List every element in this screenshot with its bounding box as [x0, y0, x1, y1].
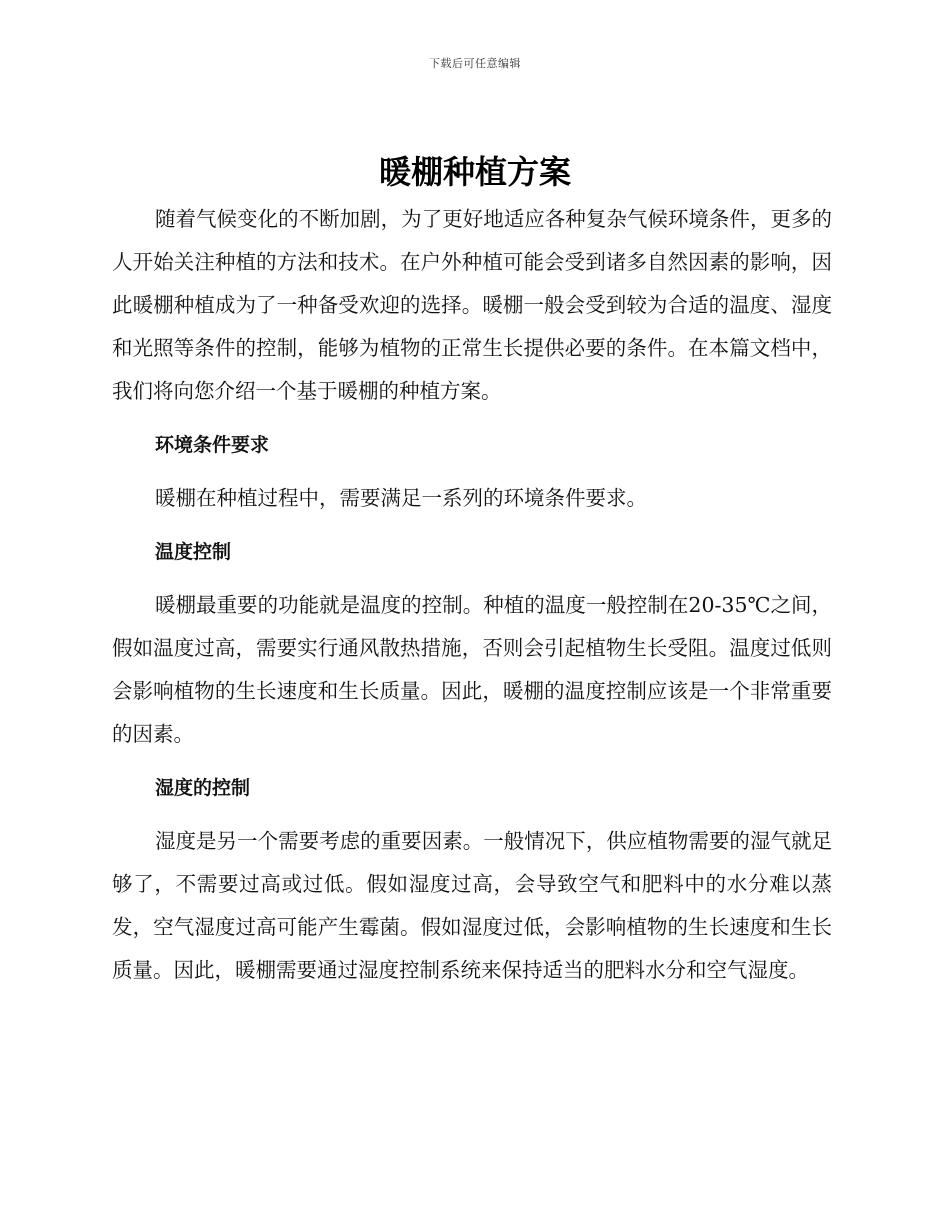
section-environment: [112, 433, 832, 520]
section-temperature: [112, 540, 832, 756]
document-body: [112, 198, 832, 992]
intro-paragraph: 随着气候变化的不断加剧，为了更好地适应各种复杂气候环境条件，更多的人开始关注种植的方法和技术。在户外种植可能会受到诸多自然因素的影响，因此暖棚种植成为了一种备受欢迎的选择。暖棚一般会受到较为合适的温度、湿度和光照等条件的控制，能够为植物的正常生长提供必要的条件。在本篇文档中，我们将向您介绍一个基于暖棚的种植方案。: [112, 207, 832, 403]
section-paragraph: 暖棚在种植过程中，需要满足一系列的环境条件要求。: [155, 486, 647, 510]
section-heading: 环境条件要求: [155, 434, 270, 456]
section-heading: 温度控制: [155, 541, 232, 563]
section-heading: 湿度的控制: [155, 777, 251, 799]
document-title: 暖棚种植方案: [378, 153, 571, 191]
section-paragraph: 暖棚最重要的功能就是温度的控制。种植的温度一般控制在20-35℃之间，假如温度过高，需要实行通风散热措施，否则会引起植物生长受阻。温度过低则会影响植物的生长速度和生长质量。因此，暖棚的温度控制应该是一个非常重要的因素。: [112, 593, 832, 746]
section-paragraph: 湿度是另一个需要考虑的重要因素。一般情况下，供应植物需要的湿气就足够了，不需要过高或过低。假如湿度过高，会导致空气和肥料中的水分难以蒸发，空气湿度过高可能产生霉菌。假如湿度过低，会影响植物的生长速度和生长质量。因此，暖棚需要通过湿度控制系统来保持适当的肥料水分和空气湿度。: [112, 829, 832, 982]
section-humidity: [112, 776, 832, 992]
header-note: 下载后可任意编辑: [429, 57, 521, 70]
